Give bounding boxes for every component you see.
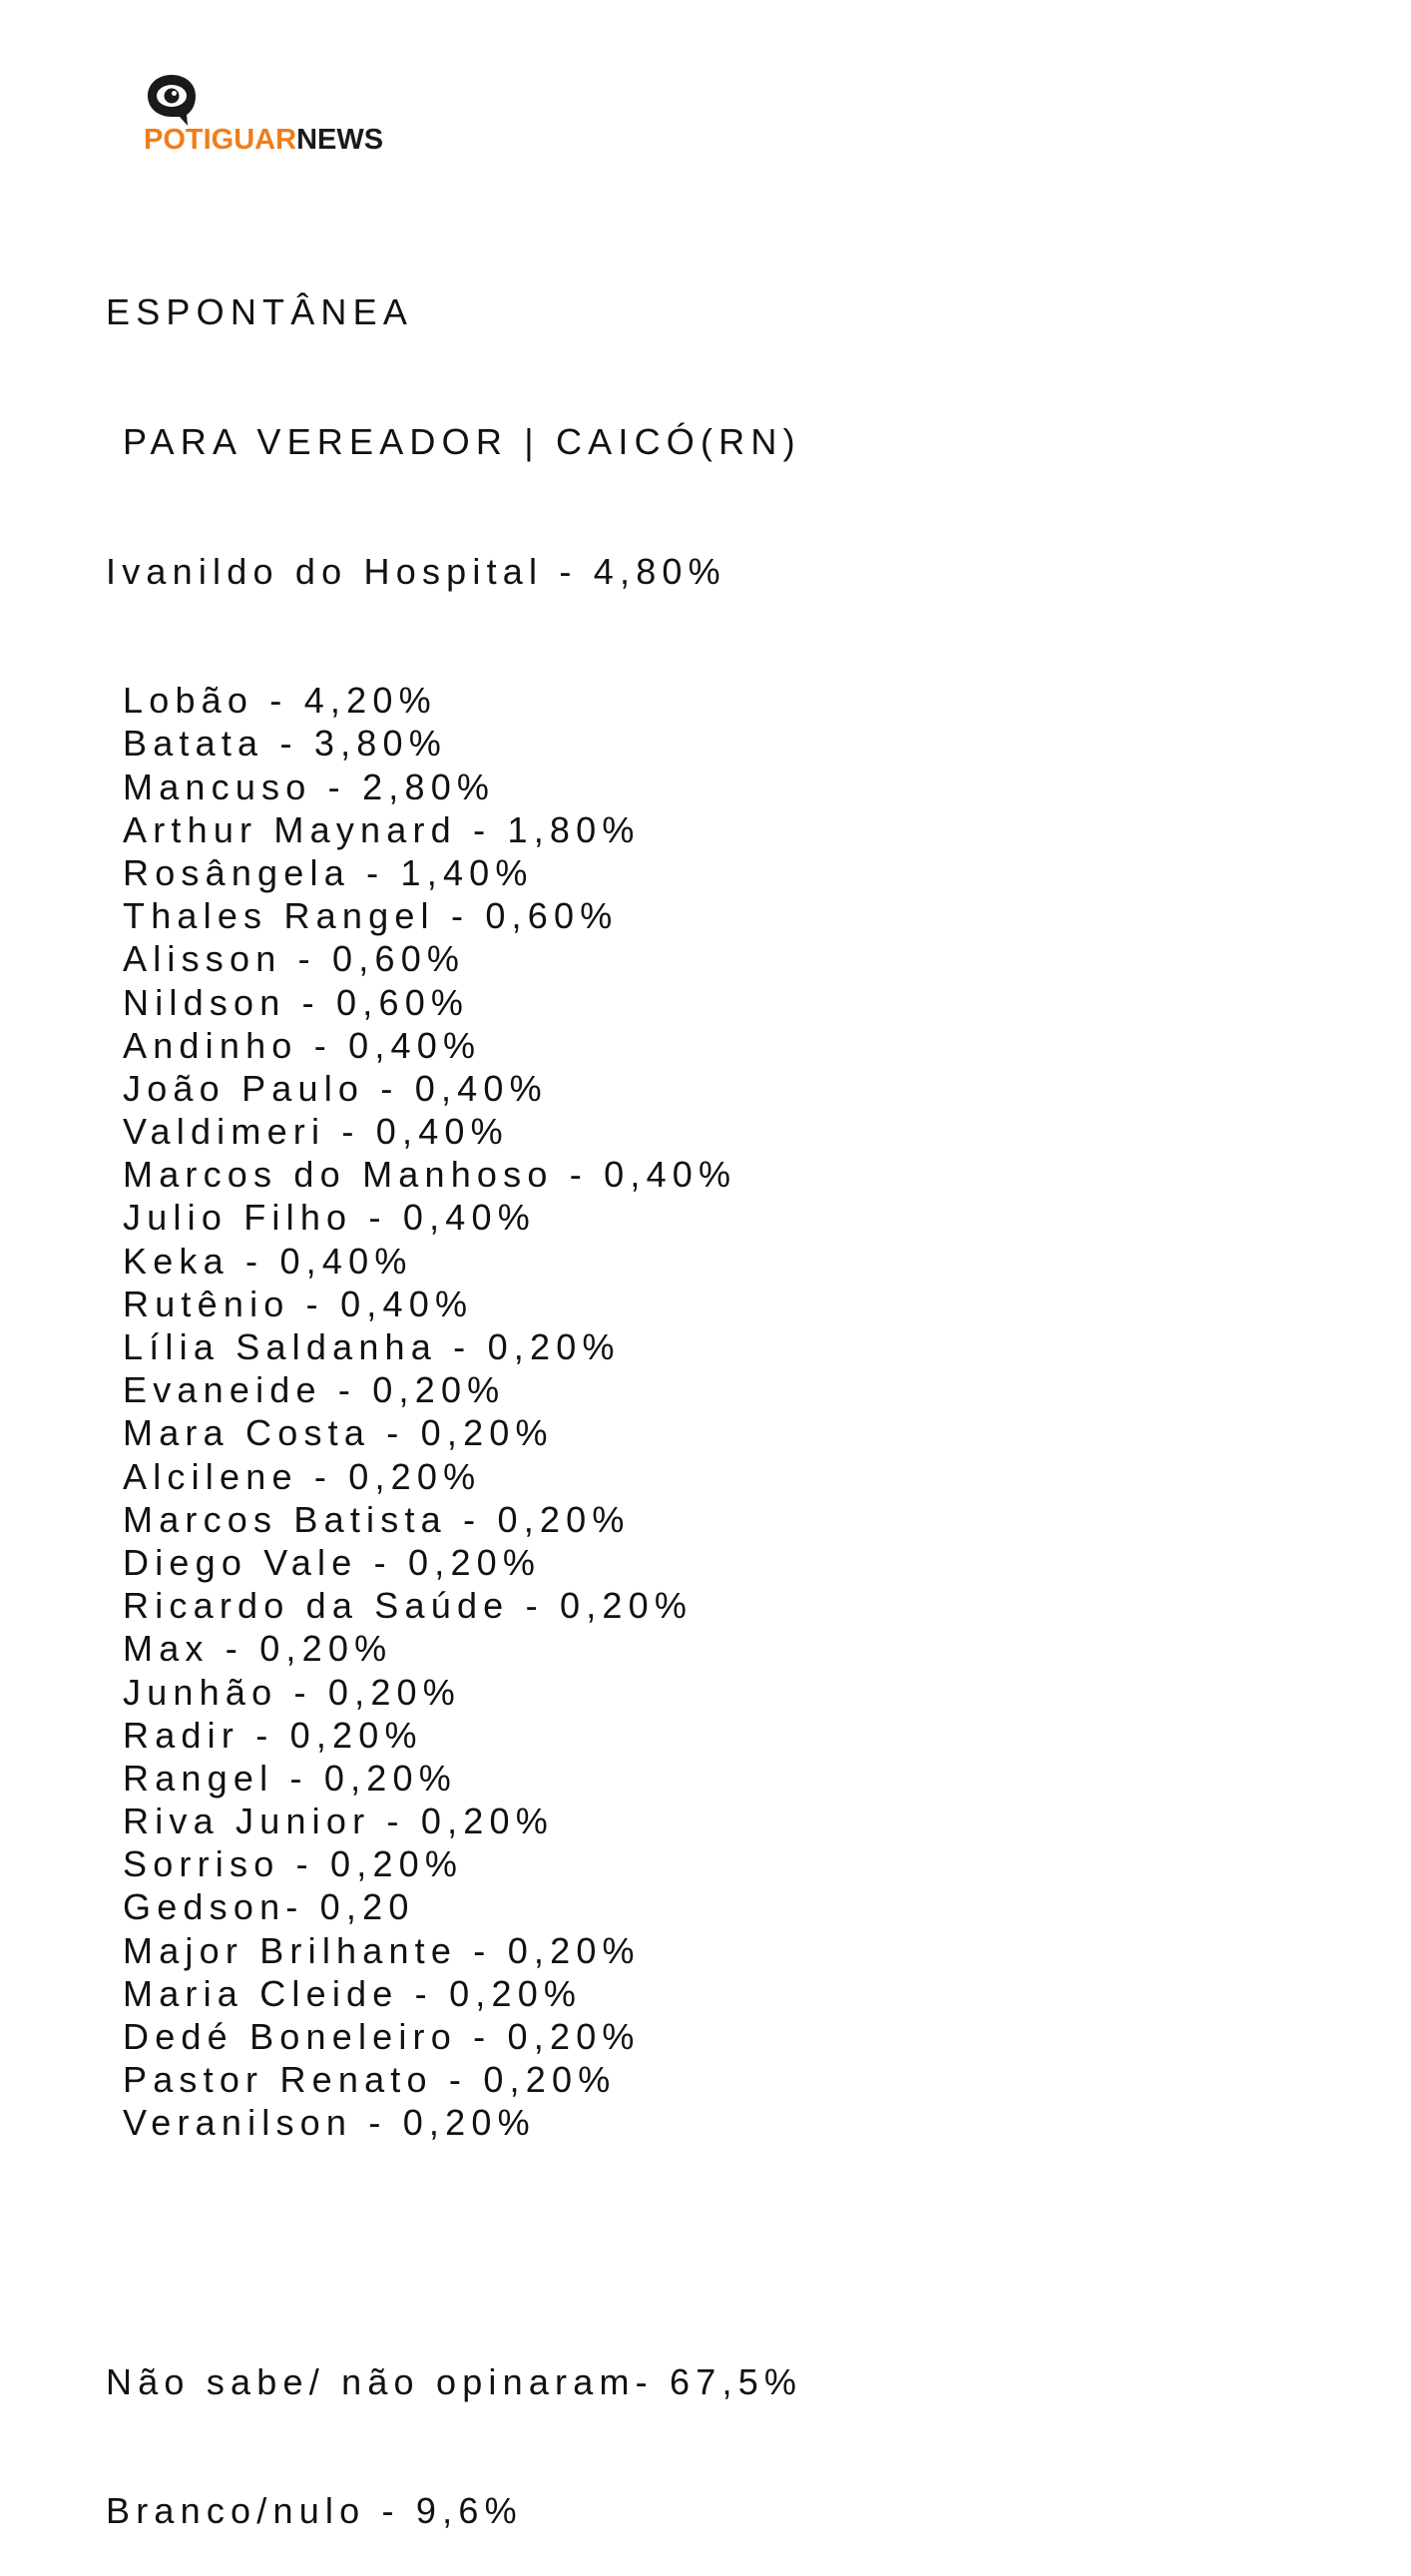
candidate-list <box>106 679 802 2144</box>
list-item: Evaneide - 0,20% <box>123 1369 506 1411</box>
document-body <box>106 205 802 2576</box>
logo-brand-accent: POTIGUAR <box>144 124 297 156</box>
heading-para-vereador: PARA VEREADOR | CAICÓ(RN) <box>123 421 801 462</box>
list-item-first: Ivanildo do Hospital - 4,80% <box>106 550 726 592</box>
list-item: Veranilson - 0,20% <box>123 2102 536 2144</box>
summary-branco-nulo: Branco/nulo - 9,6% <box>106 2490 523 2532</box>
logo-wordmark <box>144 122 383 158</box>
list-item: Rutênio - 0,40% <box>123 1283 474 1324</box>
logo <box>140 70 429 160</box>
list-item: Sorriso - 0,20% <box>123 1843 464 1885</box>
list-item: Valdimeri - 0,40% <box>123 1111 509 1153</box>
list-item: Maria Cleide - 0,20% <box>123 1972 583 2014</box>
list-item: Ricardo da Saúde - 0,20% <box>123 1585 694 1627</box>
list-item: Keka - 0,40% <box>123 1240 413 1282</box>
list-item: Junhão - 0,20% <box>123 1671 461 1713</box>
list-item: Mara Costa - 0,20% <box>123 1412 554 1454</box>
list-item: Andinho - 0,40% <box>123 1024 482 1066</box>
list-item: Rangel - 0,20% <box>123 1757 457 1799</box>
list-item: João Paulo - 0,40% <box>123 1067 548 1109</box>
list-item: Lília Saldanha - 0,20% <box>123 1326 621 1367</box>
list-item: Batata - 3,80% <box>123 723 447 765</box>
list-item: Alcilene - 0,20% <box>123 1455 482 1497</box>
list-item: Nildson - 0,60% <box>123 981 470 1023</box>
eye-speech-bubble-icon <box>144 72 200 128</box>
list-item: Pastor Renato - 0,20% <box>123 2059 617 2101</box>
heading-espontanea: ESPONTÂNEA <box>106 291 414 333</box>
list-item: Alisson - 0,60% <box>123 938 466 980</box>
list-item: Mancuso - 2,80% <box>123 766 496 807</box>
list-item: Arthur Maynard - 1,80% <box>123 808 641 850</box>
logo-brand-rest: NEWS <box>296 124 384 156</box>
list-item: Gedson- 0,20 <box>123 1886 415 1928</box>
list-item: Marcos do Manhoso - 0,40% <box>123 1154 737 1196</box>
list-item: Max - 0,20% <box>123 1628 393 1670</box>
list-item: Riva Junior - 0,20% <box>123 1801 554 1842</box>
list-item: Julio Filho - 0,40% <box>123 1197 536 1239</box>
list-item: Radir - 0,20% <box>123 1714 423 1756</box>
list-item: Rosângela - 1,40% <box>123 851 534 893</box>
list-item: Marcos Batista - 0,20% <box>123 1498 631 1540</box>
summary-nao-sabe: Não sabe/ não opinaram- 67,5% <box>106 2360 803 2402</box>
list-item: Dedé Boneleiro - 0,20% <box>123 2016 641 2057</box>
list-item: Major Brilhante - 0,20% <box>123 1929 641 1971</box>
list-item: Thales Rangel - 0,60% <box>123 895 619 937</box>
spacer <box>106 2231 802 2274</box>
list-item: Diego Vale - 0,20% <box>123 1541 542 1583</box>
list-item: Lobão - 4,20% <box>123 680 437 722</box>
